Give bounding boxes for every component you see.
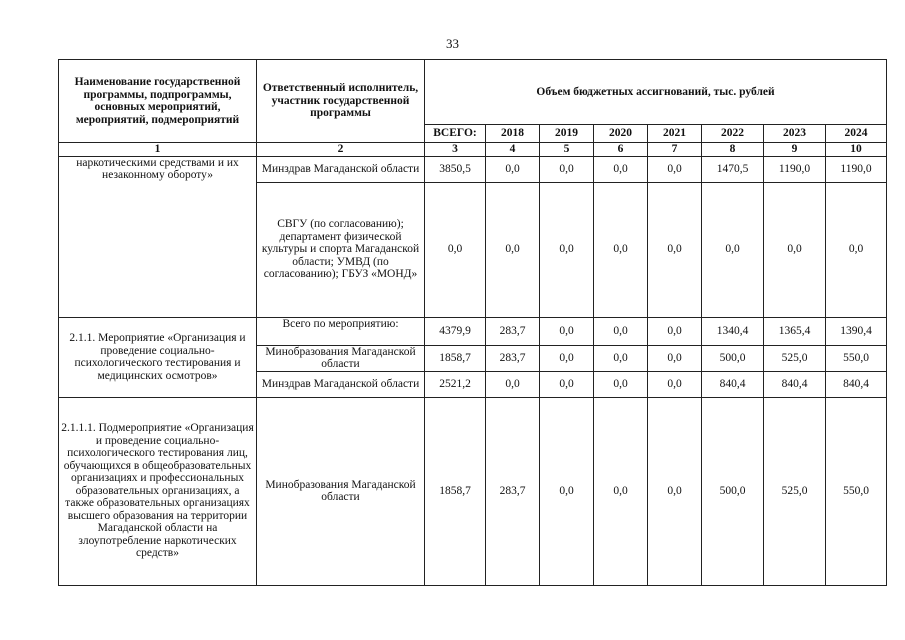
value-cell: 283,7 <box>486 397 540 585</box>
value-cell: 840,4 <box>826 371 887 397</box>
value-cell: 0,0 <box>648 397 702 585</box>
header-year: 2022 <box>702 125 764 143</box>
header-year: 2020 <box>594 125 648 143</box>
value-cell: 1340,4 <box>702 317 764 345</box>
value-cell: 1858,7 <box>425 397 486 585</box>
value-cell: 0,0 <box>648 345 702 371</box>
value-cell: 525,0 <box>764 345 826 371</box>
value-cell: 0,0 <box>540 397 594 585</box>
value-cell: 0,0 <box>540 371 594 397</box>
value-cell: 840,4 <box>702 371 764 397</box>
header-year: 2024 <box>826 125 887 143</box>
value-cell: 2521,2 <box>425 371 486 397</box>
value-cell: 0,0 <box>594 156 648 182</box>
executor-cell: Минобразования Магаданской области <box>257 397 425 585</box>
value-cell: 1190,0 <box>764 156 826 182</box>
value-cell: 283,7 <box>486 317 540 345</box>
value-cell: 0,0 <box>702 182 764 317</box>
header-year: 2021 <box>648 125 702 143</box>
value-cell: 1365,4 <box>764 317 826 345</box>
header-budget: Объем бюджетных ассигнований, тыс. рублей <box>425 60 887 125</box>
value-cell: 550,0 <box>826 397 887 585</box>
measure-name-cell: 2.1.1. Мероприятие «Организация и проведение социально-психологического тестирования и медицинских осмотров» <box>59 317 257 397</box>
header-executor: Ответственный исполнитель, участник государственной программы <box>257 60 425 143</box>
budget-table <box>58 59 887 586</box>
column-index: 2 <box>257 143 425 157</box>
column-index: 1 <box>59 143 257 157</box>
column-index: 4 <box>486 143 540 157</box>
value-cell: 3850,5 <box>425 156 486 182</box>
value-cell: 0,0 <box>486 182 540 317</box>
value-cell: 0,0 <box>764 182 826 317</box>
table-row <box>59 397 887 585</box>
header-year: 2019 <box>540 125 594 143</box>
column-index: 3 <box>425 143 486 157</box>
page-number: 33 <box>446 36 459 51</box>
column-index: 5 <box>540 143 594 157</box>
column-index: 9 <box>764 143 826 157</box>
executor-cell: Минобразования Магаданской области <box>257 345 425 371</box>
value-cell: 0,0 <box>648 156 702 182</box>
value-cell: 0,0 <box>425 182 486 317</box>
value-cell: 525,0 <box>764 397 826 585</box>
header-year: 2023 <box>764 125 826 143</box>
executor-total-cell: Всего по мероприятию: <box>257 317 425 345</box>
header-name: Наименование государственной программы, подпрограммы, основных мероприятий, мероприятий, подмероприятий <box>59 60 257 143</box>
table-row <box>59 317 887 345</box>
value-cell: 1858,7 <box>425 345 486 371</box>
executor-cell: Минздрав Магаданской области <box>257 371 425 397</box>
value-cell: 0,0 <box>648 371 702 397</box>
value-cell: 0,0 <box>594 182 648 317</box>
value-cell: 1190,0 <box>826 156 887 182</box>
value-cell: 1390,4 <box>826 317 887 345</box>
value-cell: 0,0 <box>540 156 594 182</box>
column-index: 8 <box>702 143 764 157</box>
column-index: 6 <box>594 143 648 157</box>
column-index: 10 <box>826 143 887 157</box>
header-year: 2018 <box>486 125 540 143</box>
value-cell: 0,0 <box>486 371 540 397</box>
value-cell: 0,0 <box>540 345 594 371</box>
executor-cell: Минздрав Магаданской области <box>257 156 425 182</box>
value-cell: 0,0 <box>594 317 648 345</box>
value-cell: 4379,9 <box>425 317 486 345</box>
program-name-cell: наркотическими средствами и их незаконному обороту» <box>59 156 257 317</box>
value-cell: 840,4 <box>764 371 826 397</box>
executor-cell: СВГУ (по согласованию); департамент физической культуры и спорта Магаданской области; УМВД (по согласованию); ГБУЗ «МОНД» <box>257 182 425 317</box>
column-index: 7 <box>648 143 702 157</box>
value-cell: 0,0 <box>540 182 594 317</box>
value-cell: 550,0 <box>826 345 887 371</box>
table-row <box>59 156 887 182</box>
submeasure-name-cell: 2.1.1.1. Подмероприятие «Организация и проведение социально-психологического тестирования лиц, обучающихся в общеобразовательных организациях и профессиональных образовательных организациях, а также образовательных организациях высшего образования на территории Магаданской области на злоупотребление наркотических средств» <box>59 397 257 585</box>
header-total: ВСЕГО: <box>425 125 486 143</box>
value-cell: 0,0 <box>594 397 648 585</box>
value-cell: 1470,5 <box>702 156 764 182</box>
value-cell: 500,0 <box>702 345 764 371</box>
value-cell: 500,0 <box>702 397 764 585</box>
value-cell: 0,0 <box>826 182 887 317</box>
value-cell: 0,0 <box>540 317 594 345</box>
value-cell: 0,0 <box>594 345 648 371</box>
value-cell: 0,0 <box>648 317 702 345</box>
value-cell: 0,0 <box>594 371 648 397</box>
value-cell: 0,0 <box>486 156 540 182</box>
value-cell: 0,0 <box>648 182 702 317</box>
value-cell: 283,7 <box>486 345 540 371</box>
